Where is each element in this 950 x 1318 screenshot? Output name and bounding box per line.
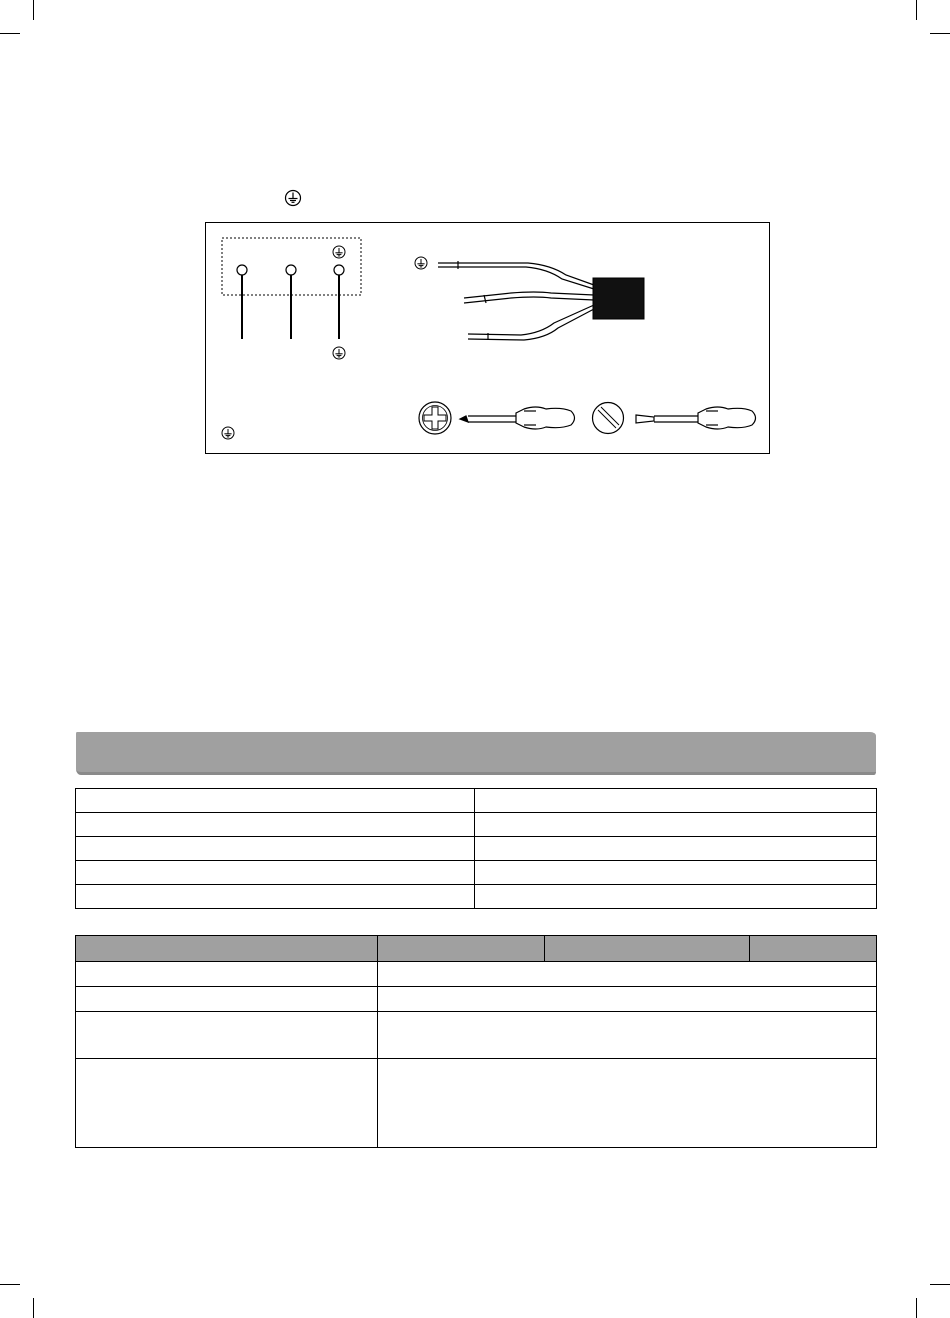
table-header-cell [545,936,750,962]
lead-earth-icon [333,347,345,359]
wiring-diagram-drawing [206,223,769,453]
table-header-row [76,936,877,962]
table-cell [76,1059,378,1148]
table-cell [76,962,378,987]
table-cell [475,789,877,813]
crop-mark-bottom-left-vertical [33,1298,34,1318]
terminal-block-earth-icon [333,246,345,258]
earth-ground-icon [284,189,302,207]
table-cell [76,885,475,909]
cable-earth-icon [415,257,427,269]
crop-mark-top-right-horizontal [930,33,950,34]
crop-mark-bottom-left-horizontal [0,1284,20,1285]
table-cell [475,861,877,885]
phillips-screw-head-icon [419,402,451,434]
spec-table-2 [75,935,877,1148]
table-cell [475,837,877,861]
table-cell [378,962,877,987]
spec-table-1 [75,788,877,909]
table-cell [475,885,877,909]
crop-mark-top-left-vertical [33,0,34,20]
table-row [76,1012,877,1059]
flat-screwdriver-icon [636,407,756,429]
table-cell [76,987,378,1012]
terminal-middle [286,265,296,275]
table-cell [378,987,877,1012]
table-header-cell [76,936,378,962]
table-cell [76,861,475,885]
table-cell [76,837,475,861]
table-row [76,789,877,813]
table-row [76,885,877,909]
table-row [76,987,877,1012]
crop-mark-bottom-right-horizontal [930,1284,950,1285]
table-row [76,813,877,837]
section-header-bar [76,732,876,775]
terminal-left [237,265,247,275]
crop-mark-top-right-vertical [916,0,917,20]
table-header-cell [378,936,545,962]
cable-wires [438,261,594,340]
crop-mark-bottom-right-vertical [916,1298,917,1318]
table-cell [76,789,475,813]
terminal-right [334,265,344,275]
table-row [76,837,877,861]
chassis-earth-icon [222,427,234,439]
table-cell [378,1012,877,1059]
table-cell [76,1012,378,1059]
slotted-screw-head-icon [593,403,624,434]
cable-clamp-block [593,278,644,319]
table-header-cell [750,936,877,962]
table-cell [475,813,877,837]
table-cell [378,1059,877,1148]
table-row [76,1059,877,1148]
table-row [76,861,877,885]
crop-mark-top-left-horizontal [0,33,20,34]
table-cell [76,813,475,837]
table-row [76,962,877,987]
phillips-screwdriver-icon [460,407,575,429]
wiring-diagram-figure [205,222,770,454]
